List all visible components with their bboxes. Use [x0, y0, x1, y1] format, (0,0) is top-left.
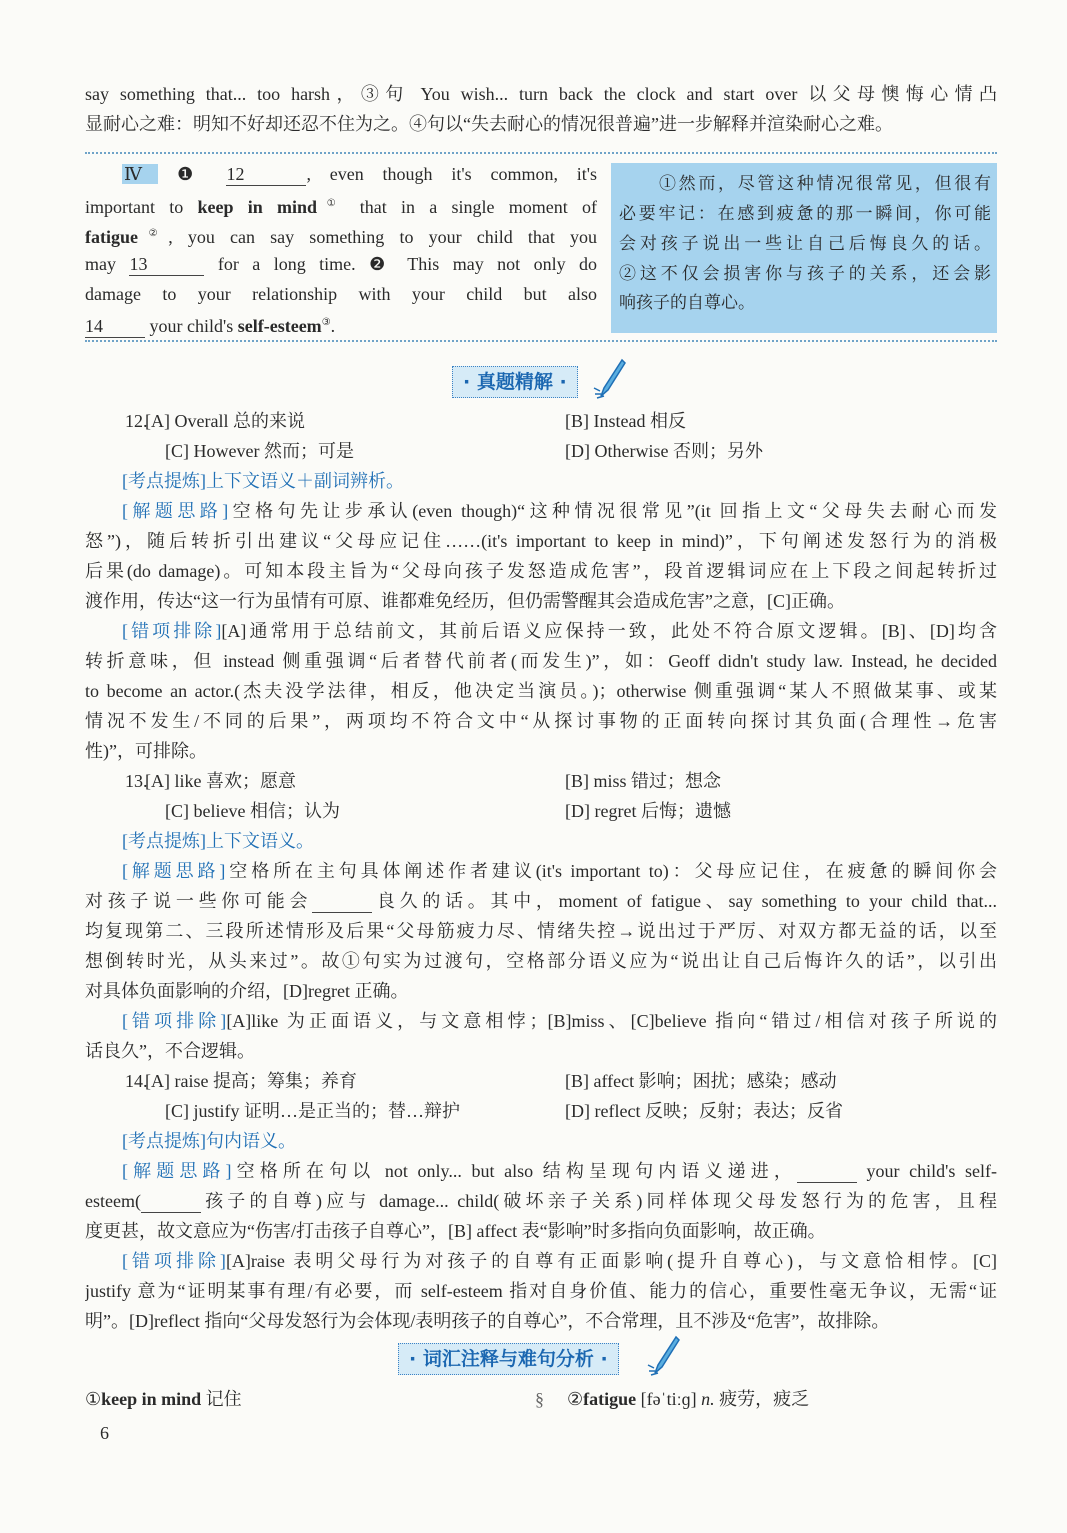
kaodian-text: 上下文语义＋副词辨析。	[206, 471, 404, 491]
passage-text: .	[330, 316, 336, 336]
option-D: [D] regret 后悔；遗憾	[565, 801, 731, 821]
section-numeral: Ⅳ	[124, 164, 157, 184]
answer-blank	[141, 1190, 201, 1213]
answer-analysis	[85, 406, 997, 1336]
keyword: fatigue	[85, 227, 138, 247]
analysis-line: 度更甚，故文意应为“伤害/打击孩子自尊心”，[B] affect 表“影响”时多指向负面影响，故正确。	[85, 1221, 826, 1241]
keyword: self-esteem	[237, 316, 322, 336]
analysis-line: 后果(do damage)。可知本段主旨为“父母向孩子发怒造成危害”，段首逻辑词应在上下段之间起转折过	[85, 561, 997, 581]
footnote-2	[567, 1384, 809, 1414]
analysis-line: justify 意为“证明某事有理/有必要，而 self-esteem 指对自身价值、能力的信心，重要性毫无争议，无需“证	[85, 1281, 997, 1301]
kaodian-line	[85, 466, 997, 496]
option-D: [D] reflect 反映；反射；表达；反省	[565, 1101, 843, 1121]
text-line: say something that... too harsh，③句 You wish... turn back the clock and start over 以父母懊悔心情凸	[85, 84, 997, 104]
analysis-line: 性)”，可排除。	[85, 741, 207, 761]
blank-13: 13	[129, 253, 204, 276]
answer-blank	[797, 1160, 857, 1183]
footnote-ref: ①	[317, 198, 346, 209]
option-B: [B] miss 错过；想念	[565, 771, 722, 791]
analysis-line	[85, 1246, 997, 1276]
analysis-text: 空格所在主句具体阐述作者建议(it's important to)：父母应记住，在疲惫的瞬间你会	[225, 861, 997, 881]
text-line: 显耐心之难：明知不好却还忍不住为之。④句以“失去耐心的情况很普遍”进一步解释并渲染耐心之难。	[85, 114, 893, 134]
option-C: [C] believe 相信；认为	[165, 801, 340, 821]
section-header-zhenti: · 真题精解 ·	[452, 366, 578, 398]
passage-line	[122, 159, 597, 189]
analysis-line	[85, 1156, 997, 1186]
option-D: [D] Otherwise 否则；另外	[565, 441, 763, 461]
option-C: [C] However 然而；可是	[165, 441, 354, 461]
text-segment: esteem(	[85, 1191, 141, 1211]
translation-box	[611, 163, 997, 333]
option-B: [B] Instead 相反	[565, 411, 686, 431]
continuation-text	[85, 79, 997, 139]
translation-line: ②这不仅会损害你与孩子的关系，还会影	[619, 264, 991, 283]
analysis-text: 空格句先让步承认(even though)“这种情况很常见”(it 回指上文“父母失去耐心而发	[228, 501, 997, 521]
question-number: 12.	[125, 411, 148, 431]
sentence-marker: ❷	[369, 254, 395, 274]
passage-line	[85, 189, 597, 219]
blank-12: 12	[226, 163, 306, 186]
translation-line: ①然而，尽管这种情况很常见，但很有	[659, 174, 991, 193]
option-A: [A] raise 提高；筹集；养育	[145, 1071, 357, 1091]
phonetic: [fəˈtiːɡ]	[640, 1389, 697, 1409]
passage-text: your child's	[149, 316, 238, 336]
question-options-14	[85, 1066, 997, 1126]
footnote-definition: 疲劳，疲乏	[719, 1389, 810, 1409]
option-B: [B] affect 影响；困扰；感染；感动	[565, 1071, 837, 1091]
translation-line: 必要牢记：在感到疲惫的那一瞬间，你可能	[619, 204, 991, 223]
analysis-line: 对具体负面影响的介绍，[D]regret 正确。	[85, 981, 409, 1001]
question-options-13	[85, 766, 997, 826]
analysis-line: 渡作用，传达“这一行为虽情有可原、谁都难免经历，但仍需警醒其会造成危害”之意，[C]正确。	[85, 591, 845, 611]
footnote-1	[85, 1384, 242, 1414]
analysis-line: to become an actor.(杰夫没学法律，相反，他决定当演员。)；otherwise 侧重强调“某人不照做某事、或某	[85, 681, 997, 701]
dotted-divider	[85, 152, 997, 154]
option-C: [C] justify 证明…是正当的；替…辩护	[165, 1101, 460, 1121]
analysis-text: [A]raise 表明父母行为对孩子的自尊有正面影响(提升自尊心)，与文意恰相悖。[C]	[225, 1251, 997, 1271]
kaodian-label: [考点提炼]	[122, 1131, 206, 1151]
analysis-text: [A]like 为正面语义，与文意相悖；[B]miss、[C]believe 指向“错过/相信对孩子所说的	[226, 1011, 997, 1031]
passage-line	[85, 308, 597, 338]
analysis-line: 情况不发生/不同的后果”，两项均不符合文中“从探讨事物的正面转向探讨其负面(合理性→危害	[85, 711, 997, 731]
section-header-vocab: · 词汇注释与难句分析 ·	[398, 1343, 619, 1375]
analysis-line: 话良久”，不合逻辑。	[85, 1041, 255, 1061]
footnote-definition: 记住	[205, 1389, 242, 1409]
footnote-term: fatigue	[583, 1389, 637, 1409]
passage-text: may	[85, 254, 116, 274]
passage-text: , you can say something to your child that you	[168, 227, 597, 247]
passage-text: This may not only do	[407, 254, 597, 274]
kaodian-label: [考点提炼]	[122, 831, 206, 851]
analysis-line: 明”。[D]reflect 指向“父母发怒行为会体现/表明孩子的自尊心”，不合常理，且不涉及“危害”，故排除。	[85, 1311, 890, 1331]
footnote-ref: ②	[138, 228, 169, 239]
silu-label: [解题思路]	[122, 861, 226, 881]
silu-label: [解题思路]	[122, 1161, 232, 1181]
translation-line: 响孩子的自尊心。	[619, 293, 755, 312]
analysis-line: 想倒转时光，从头来过”。故①句实为过渡句，空格部分语义应为“说出让自己后悔许久的话”，以引出	[85, 951, 997, 971]
silu-label: [解题思路]	[122, 501, 229, 521]
analysis-line	[85, 616, 997, 646]
translation-line: 会对孩子说出一些让自己后悔良久的话。	[619, 234, 991, 253]
page-number: 6	[100, 1423, 109, 1443]
footnote-separator: §	[535, 1389, 544, 1409]
text-segment: 对孩子说一些你可能会	[85, 891, 313, 911]
kaodian-line	[85, 1126, 997, 1156]
passage-text: important to	[85, 197, 198, 217]
passage-text: for a long time.	[217, 254, 356, 274]
analysis-line	[85, 1186, 997, 1216]
pen-icon	[646, 1335, 682, 1377]
blank-14: 14	[85, 315, 145, 338]
text-segment: your child's self-	[856, 1161, 997, 1181]
paichu-label: [错项排除]	[122, 621, 222, 641]
passage-line	[85, 219, 597, 249]
analysis-text	[232, 1161, 997, 1181]
question-options-12	[85, 406, 997, 466]
text-segment: 空格所在句以 not only... but also 结构呈现句内语义递进，	[231, 1161, 797, 1181]
analysis-line: 均复现第二、三段所述情形及后果“父母筋疲力尽、情绪失控→说出过于严厉、对双方都无益的话，以至	[85, 921, 997, 941]
answer-blank	[312, 890, 372, 913]
passage-text: , even though it's common, it's	[306, 164, 597, 184]
sentence-marker: ❶	[177, 164, 208, 184]
text-segment: 孩子的自尊)应与 damage... child(破坏亲子关系)同样体现父母发怒行为的危害，且程	[200, 1191, 997, 1211]
passage-line: damage to your relationship with your child but also	[85, 284, 597, 304]
analysis-line	[85, 1006, 997, 1036]
analysis-line	[85, 496, 997, 526]
footnote-marker: ①	[85, 1389, 102, 1409]
footnote-marker: ②	[567, 1389, 584, 1409]
question-number: 14.	[125, 1071, 148, 1091]
kaodian-text: 句内语义。	[206, 1131, 296, 1151]
kaodian-text: 上下文语义。	[206, 831, 314, 851]
question-number: 13.	[125, 771, 148, 791]
keyword: keep in mind	[197, 197, 318, 217]
kaodian-label: [考点提炼]	[122, 471, 206, 491]
passage-text: that in a single moment of	[345, 197, 597, 217]
analysis-line	[85, 856, 997, 886]
passage-line	[85, 249, 597, 279]
pen-icon	[592, 358, 628, 400]
part-of-speech: n.	[701, 1389, 715, 1409]
analysis-line	[85, 886, 997, 916]
footnote-term: keep in mind	[101, 1389, 202, 1409]
option-A: [A] like 喜欢；愿意	[145, 771, 296, 791]
footnote-ref: ③	[321, 317, 331, 328]
analysis-text: [A]通常用于总结前文，其前后语义应保持一致，此处不符合原文逻辑。[B]、[D]均含	[221, 621, 997, 641]
dotted-divider	[85, 340, 997, 342]
kaodian-line	[85, 826, 997, 856]
paichu-label: [错项排除]	[122, 1011, 227, 1031]
option-A: [A] Overall 总的来说	[145, 411, 305, 431]
analysis-line: 怒”)，随后转折引出建议“父母应记住……(it's important to keep in mind)”，下句阐述发怒行为的消极	[85, 531, 997, 551]
analysis-line: 转折意味，但 instead 侧重强调“后者替代前者(而发生)”，如：Geoff didn't study law. Instead, he decided	[85, 651, 997, 671]
text-segment: 良久的话。其中，moment of fatigue、say something to your child that...	[372, 891, 997, 911]
paichu-label: [错项排除]	[122, 1251, 226, 1271]
